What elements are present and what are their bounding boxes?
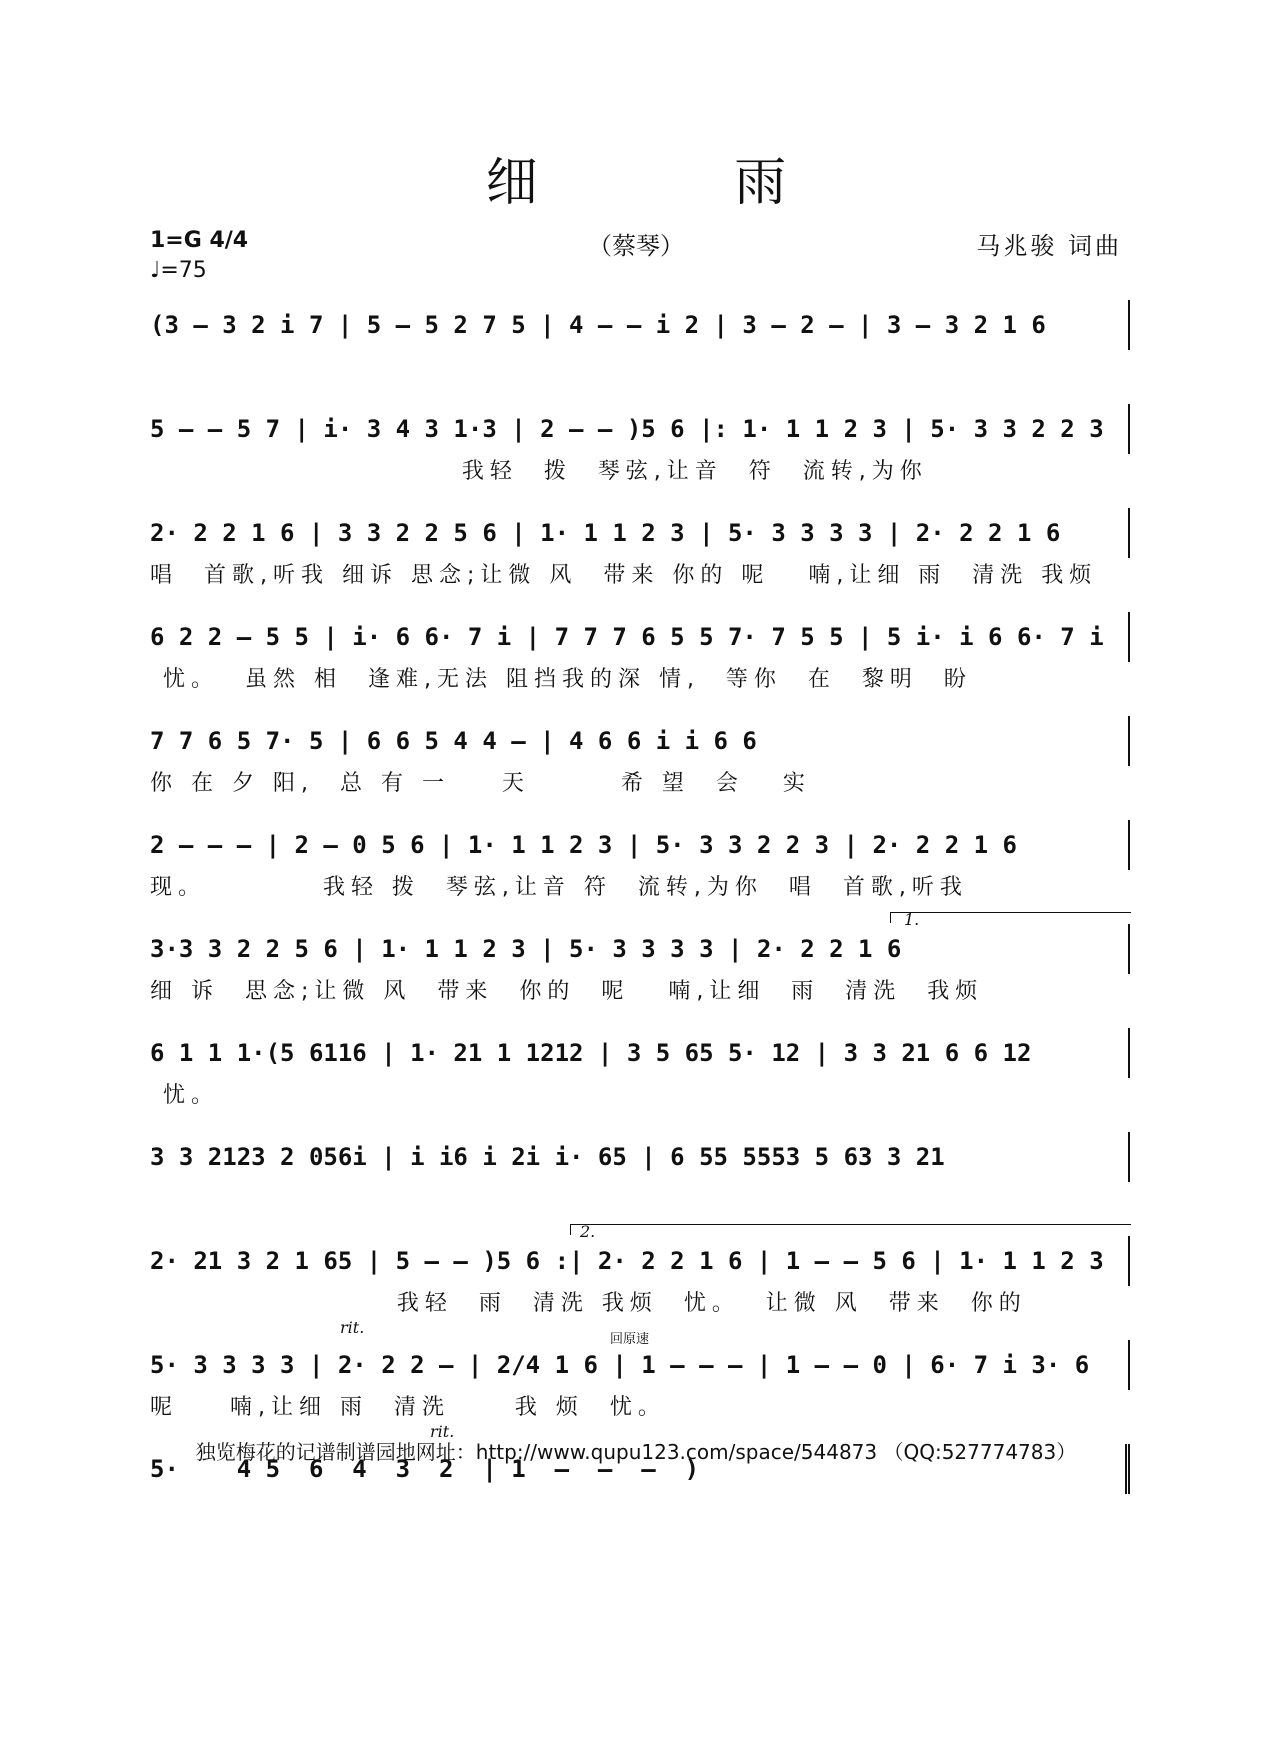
note-line: 3 3 2123 2 056i | i i6 i 2i i· 65 | 6 55 5553 5 63 3 21 [150, 1132, 1130, 1182]
note-line: 3·3 3 2 2 5 6 | 1· 1 1 2 3 | 5· 3 3 3 3 | 2· 2 2 1 6 [150, 924, 1130, 974]
note-line: 5· 3 3 3 3 | 2· 2 2 – | 2/4 1 6 | 1 – – – | 1 – – 0 | 6· 7 i 3· 6 [150, 1340, 1130, 1390]
key-signature: 1=G 4/4 [150, 228, 249, 253]
ritardando-marking: rit. [430, 1422, 455, 1441]
lyric-line [150, 350, 1130, 386]
note-line: 2· 2 2 1 6 | 3 3 2 2 5 6 | 1· 1 1 2 3 | 5· 3 3 3 3 | 2· 2 2 1 6 [150, 508, 1130, 558]
score-row [150, 1318, 1130, 1444]
score-row [150, 716, 1130, 820]
note-line: 5 – – 5 7 | i· 3 4 3 1·3 | 2 – – )5 6 |: 1· 1 1 2 3 | 5· 3 3 2 2 3 [150, 404, 1130, 454]
first-ending-label: 1. [904, 910, 920, 929]
lyric-line: 唱 首歌,听我 细诉 思念;让微 风 带来 你的 呢 喃,让细 雨 清洗 我烦 [150, 563, 1098, 588]
score-row [150, 910, 1130, 1028]
composer-credit: 马兆骏 词曲 [976, 232, 1122, 260]
lyric-line: 呢 喃,让细 雨 清洗 我 烦 忧。 [150, 1395, 666, 1420]
song-title: 细 雨 [485, 153, 877, 213]
first-ending-bracket [890, 912, 1131, 923]
score-row [150, 404, 1130, 508]
a-tempo-marking: 回原速 [610, 1332, 650, 1347]
note-line: 2 – – – | 2 – 0 5 6 | 1· 1 1 2 3 | 5· 3 3 2 2 3 | 2· 2 2 1 6 [150, 820, 1130, 870]
singer-label: （蔡琴） [588, 232, 684, 260]
score-row [150, 1132, 1130, 1236]
lyric-line: 忧。 虽然 相 逢难,无法 阻挡我的深 情, 等你 在 黎明 盼 [150, 667, 972, 692]
score-row [150, 820, 1130, 924]
score-body [150, 300, 1130, 1548]
note-line: 5· 4 5 6 4 3 2 | 1 – – – ) [150, 1444, 1130, 1494]
note-line: (3 – 3 2 i 7 | 5 – 5 2 7 5 | 4 – – i 2 | 3 – 2 – | 3 – 3 2 1 6 [150, 300, 1130, 350]
note-line: 6 1 1 1·(5 6116 | 1· 21 1 1212 | 3 5 65 5· 12 | 3 3 21 6 6 12 [150, 1028, 1130, 1078]
score-row [150, 612, 1130, 716]
lyric-line [150, 1494, 1130, 1530]
lyric-line: 忧。 [150, 1083, 219, 1108]
lyric-line: 我轻 雨 清洗 我烦 忧。 让微 风 带来 你的 [150, 1291, 1027, 1316]
lyric-line [150, 1182, 1130, 1218]
lyric-line: 你 在 夕 阳, 总 有 一 天 希 望 会 实 [150, 771, 811, 796]
source-footer: 独览梅花的记谱制谱园地网址：http://www.qupu123.com/space/544873 （QQ:527774783） [195, 1440, 1077, 1464]
lyric-line: 我轻 拨 琴弦,让音 符 流转,为你 [150, 459, 928, 484]
note-line: 2· 21 3 2 1 65 | 5 – – )5 6 :| 2· 2 2 1 6 | 1 – – 5 6 | 1· 1 1 2 3 [150, 1236, 1130, 1286]
note-line: 6 2 2 – 5 5 | i· 6 6· 7 i | 7 7 7 6 5 5 7· 7 5 5 | 5 i· i 6 6· 7 i [150, 612, 1130, 662]
second-ending-label: 2. [580, 1222, 596, 1241]
score-row [150, 1028, 1130, 1132]
score-row [150, 1222, 1130, 1340]
tempo-marking: ♩=75 [150, 258, 207, 283]
score-row [150, 508, 1130, 612]
note-line: 7 7 6 5 7· 5 | 6 6 5 4 4 – | 4 6 6 i i 6 6 [150, 716, 1130, 766]
lyric-line: 现。 我轻 拨 琴弦,让音 符 流转,为你 唱 首歌,听我 [150, 875, 968, 900]
second-ending-bracket [570, 1224, 1131, 1235]
ritardando-marking: rit. [340, 1318, 365, 1337]
lyric-line: 细 诉 思念;让微 风 带来 你的 呢 喃,让细 雨 清洗 我烦 [150, 979, 984, 1004]
score-row [150, 300, 1130, 404]
